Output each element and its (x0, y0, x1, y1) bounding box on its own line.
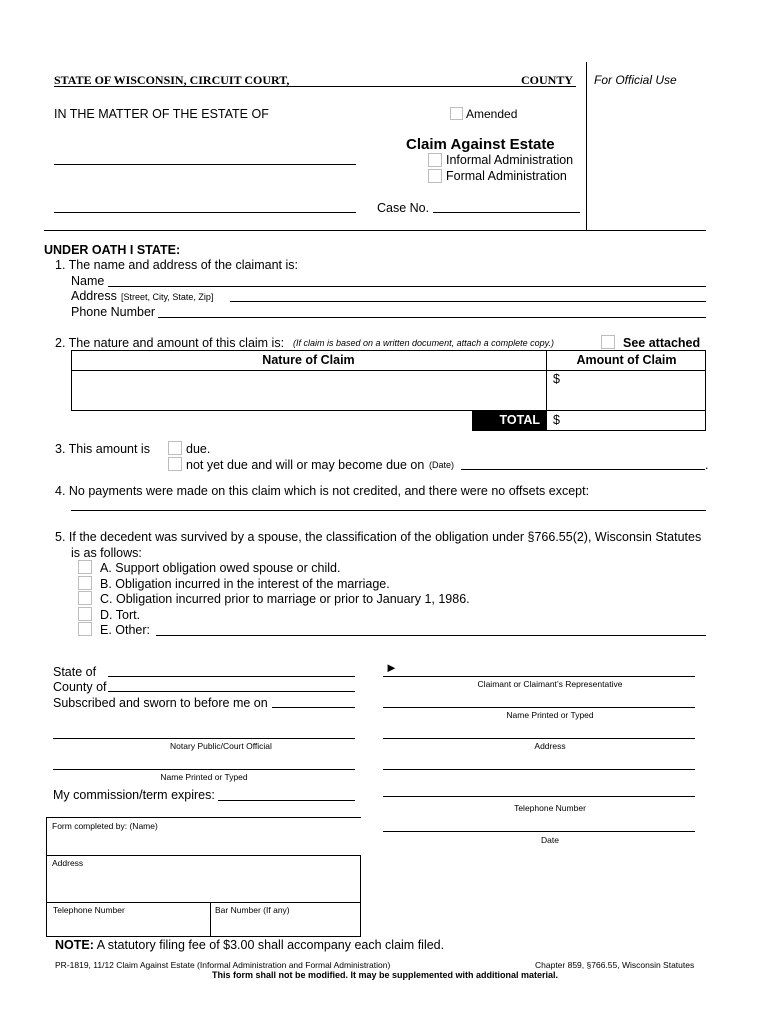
case-no-field[interactable] (433, 212, 580, 213)
form-id: PR-1819, 11/12 Claim Against Estate (Informal Administration and Formal Administration) (55, 960, 391, 970)
modification-disclaimer: This form shall not be modified. It may be supplemented with additional material. (211, 970, 559, 980)
option-a-checkbox[interactable] (78, 560, 92, 574)
address-hint: [Street, City, State, Zip] (121, 292, 214, 302)
item-1-text: 1. The name and address of the claimant is: (55, 258, 298, 272)
county-of-field[interactable] (108, 691, 355, 692)
note-label: NOTE: (55, 938, 94, 952)
claim-table (71, 350, 706, 431)
option-c-label: C. Obligation incurred prior to marriage or prior to January 1, 1986. (100, 592, 470, 606)
completed-by-bar-number-label: Bar Number (If any) (215, 905, 290, 915)
official-use-label: For Official Use (594, 73, 677, 87)
nature-of-claim-cell[interactable] (73, 371, 545, 410)
total-amount-cell[interactable] (546, 410, 706, 431)
claimant-name-label: Name (71, 274, 105, 288)
amount-of-claim-header: Amount of Claim (576, 353, 677, 367)
claimant-telephone-label: Telephone Number (514, 803, 586, 813)
option-d-label: D. Tort. (100, 608, 141, 622)
due-checkbox[interactable] (168, 441, 182, 455)
claimant-name-line[interactable] (383, 707, 695, 708)
county-of-label: County of (53, 680, 107, 694)
estate-name-line[interactable] (54, 164, 356, 165)
other-field[interactable] (156, 635, 706, 636)
item-2-text: 2. The nature and amount of this claim is: (55, 336, 285, 350)
completed-by-name-label: Form completed by: (Name) (52, 821, 158, 831)
notary-name-line[interactable] (53, 769, 355, 770)
completed-by-bar-number-field[interactable] (214, 917, 356, 935)
subscribed-label: Subscribed and sworn to before me on (53, 696, 268, 710)
county-label: COUNTY (521, 73, 574, 87)
option-d-checkbox[interactable] (78, 607, 92, 621)
completed-by-address-field[interactable] (50, 870, 355, 898)
option-a-label: A. Support obligation owed spouse or child. (100, 561, 341, 575)
informal-admin-checkbox[interactable] (428, 153, 442, 167)
commission-field[interactable] (218, 800, 355, 801)
notary-label: Notary Public/Court Official (170, 741, 272, 751)
header-divider (44, 230, 706, 231)
amount-dollar-sign: $ (553, 372, 560, 386)
see-attached-checkbox[interactable] (601, 335, 615, 349)
claimant-address-line[interactable] (383, 738, 695, 739)
completed-by-mid-rule (46, 902, 361, 903)
signature-arrow-icon: ► (385, 660, 398, 675)
completed-by-top-rule (46, 817, 361, 818)
estate-name-line-2[interactable] (54, 212, 356, 213)
item-5-text: 5. If the decedent was survived by a spouse, the classification of the obligation under §766.55(2), Wisconsin Statutes (55, 530, 702, 544)
claimant-address-sig-label: Address (534, 741, 566, 751)
not-yet-due-label: not yet due and will or may become due on (186, 458, 425, 472)
completed-by-address-label: Address (52, 858, 84, 868)
offsets-field[interactable] (71, 510, 706, 511)
oath-heading: UNDER OATH I STATE: (44, 243, 181, 257)
estate-of-label: IN THE MATTER OF THE ESTATE OF (54, 107, 269, 121)
formal-admin-label: Formal Administration (446, 169, 567, 183)
claimant-phone-label: Phone Number (71, 305, 156, 319)
amended-checkbox[interactable] (450, 107, 463, 120)
county-line[interactable] (54, 86, 576, 87)
claimant-signature-line[interactable] (383, 676, 695, 677)
completed-by-telephone-field[interactable] (50, 917, 205, 935)
notary-name-label: Name Printed or Typed (160, 772, 248, 782)
option-e-label: E. Other: (100, 623, 151, 637)
claimant-name-field[interactable] (108, 286, 706, 287)
option-c-checkbox[interactable] (78, 591, 92, 605)
form-title: Claim Against Estate (406, 136, 555, 153)
item-3-text: 3. This amount is (55, 442, 150, 456)
official-use-divider (586, 62, 587, 230)
court-heading: STATE OF WISCONSIN, CIRCUIT COURT, (54, 73, 290, 87)
amended-label: Amended (466, 107, 518, 121)
note-text: A statutory filing fee of $3.00 shall accompany each claim filed. (96, 938, 445, 952)
due-label: due. (186, 442, 211, 456)
option-b-checkbox[interactable] (78, 576, 92, 590)
option-b-label: B. Obligation incurred in the interest of the marriage. (100, 577, 390, 591)
due-date-period: . (705, 458, 709, 472)
item-2-note: (If claim is based on a written document, attach a complete copy.) (293, 338, 554, 348)
claimant-date-line[interactable] (383, 831, 695, 832)
total-label-cell (472, 410, 546, 431)
case-no-label: Case No. (377, 201, 430, 215)
claimant-signature-label: Claimant or Claimant’s Representative (477, 679, 623, 689)
statute-reference: Chapter 859, §766.55, Wisconsin Statutes (535, 960, 695, 970)
completed-by-telephone-label: Telephone Number (53, 905, 125, 915)
due-date-field[interactable] (461, 469, 705, 470)
notary-signature-line[interactable] (53, 738, 355, 739)
total-dollar-sign: $ (553, 413, 560, 427)
nature-of-claim-header: Nature of Claim (262, 353, 355, 367)
claimant-address-label: Address (71, 289, 117, 303)
claimant-address-line-2[interactable] (383, 769, 695, 770)
informal-admin-label: Informal Administration (446, 153, 574, 167)
state-of-label: State of (53, 665, 97, 679)
subscribed-date-field[interactable] (272, 707, 355, 708)
claimant-address-field[interactable] (230, 301, 706, 302)
state-of-field[interactable] (108, 676, 355, 677)
option-e-checkbox[interactable] (78, 622, 92, 636)
total-label: TOTAL (499, 413, 540, 427)
not-yet-due-checkbox[interactable] (168, 457, 182, 471)
completed-by-split-rule (210, 903, 211, 937)
claimant-telephone-line[interactable] (383, 796, 695, 797)
claimant-phone-field[interactable] (158, 317, 706, 318)
see-attached-label: See attached (623, 336, 701, 350)
formal-admin-checkbox[interactable] (428, 169, 442, 183)
commission-label: My commission/term expires: (53, 788, 215, 802)
footer-note (55, 938, 444, 952)
item-5-text-2: is as follows: (71, 546, 142, 560)
date-hint: (Date) (429, 460, 455, 470)
item-4-text: 4. No payments were made on this claim which is not credited, and there were no offsets except: (55, 484, 590, 498)
completed-by-name-field[interactable] (50, 833, 355, 853)
claimant-date-label: Date (541, 835, 559, 845)
claimant-name-printed-label: Name Printed or Typed (506, 710, 594, 720)
